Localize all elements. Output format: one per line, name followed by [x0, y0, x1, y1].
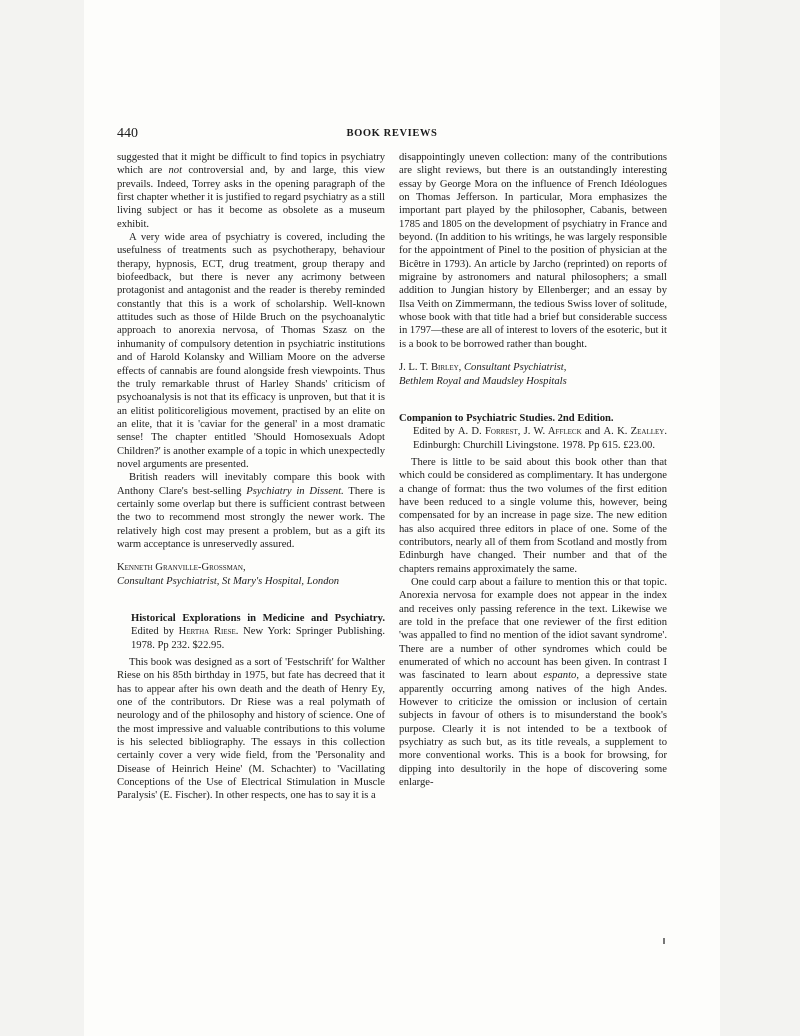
- reviewer-affiliation: Consultant Psychiatrist,: [463, 362, 567, 374]
- paragraph: One could carp about a failure to mention this or that topic. Anorexia nervosa for example does not appear in the index and receives only passing reference in the text. Likewise we are told in the preface that one reviewer of the first edition 'was appalled to find no mention of the idiot savant syndrome'. There are a number of other syndromes which could be enumerated of which no account has been given. In contrast I was fascinated to learn about espanto, a depressive state apparently occurring among natives of the high Andes. However to criticize the omission or inclusion of certain subjects in favour of others is to misunderstand the book's purpose. Clearly it is not intended to be a textbook of psychiatry as such but, as its title reveals, a supplement to more conventional works. This is a book for browsing, for dipping into desultorily in the hope of discovering some enlarge-: [399, 576, 667, 789]
- reviewer-name: Kenneth Granville-Grossman,: [117, 562, 246, 574]
- book-editor: Hertha Riese: [178, 626, 236, 638]
- review-heading: Historical Explorations in Medicine and Psychiatry. Edited by Hertha Riese. New York: Springer Publishing. 1978. Pp 232. $22.95.: [131, 613, 386, 651]
- review-heading: Companion to Psychiatric Studies. 2nd Edition. Edited by A. D. Forrest, J. W. Affleck and A. K. Zealley. Edinburgh: Churchill Livingstone. 1978. Pp 615. £23.00.: [399, 412, 668, 451]
- right-column: [399, 151, 667, 789]
- reviewer-affiliation: Bethlem Royal and Maudsley Hospitals: [399, 375, 567, 387]
- book-editor: J. W. Affleck: [523, 426, 582, 438]
- paragraph: suggested that it might be difficult to find topics in psychiatry which are not controversial and, by and large, this view prevails. Indeed, Torrey asks in the opening paragraph of the first chapter whether it is justified to regard psychiatry as a still living subject or has it become as obsolete as a museum exhibit.: [117, 152, 386, 230]
- page-number: 440: [117, 126, 138, 141]
- left-column: [117, 151, 385, 803]
- book-editor: A. D. Forrest: [457, 426, 518, 438]
- publication-details: . New York: Springer Publishing. 1978. Pp 232. $22.95.: [131, 626, 386, 651]
- paragraph: British readers will inevitably compare this book with Anthony Clare's best-selling Psychiatry in Dissent. There is certainly some overlap but there is sufficient contrast between the two to recommend most strongly the newer work. The relatively high cost may present a problem, but as a gift its warm acceptance is unreservedly assured.: [117, 472, 385, 550]
- book-title: Historical Explorations in Medicine and Psychiatry.: [131, 613, 385, 624]
- book-editor: A. K. Zealley: [603, 426, 665, 438]
- running-head: BOOK REVIEWS: [346, 128, 438, 139]
- paragraph: There is little to be said about this book other than that which could be considered as complimentary. It has undergone a change of format: thus the two volumes of the first edition have been reduced to a single volume this, however, being compensated for by an increase in page size. The new edition has also acquired three editors in place of one. Some of the contributors, nearly all of them from Scotland and mostly from Edinburgh have changed. Their number and that of the chapters remains approximately the same.: [399, 456, 667, 575]
- reviewer-signature: [117, 561, 385, 588]
- paragraph: This book was designed as a sort of 'Festschrift' for Walther Riese on his 85th birthday in 1975, but fate has decreed that it has to appear after his own death and the death of Henry Ey, one of the contributors. Dr Riese was a real polymath of neurology and of the philosophy and history of science. One of the most impressive and valuable contributions to this volume is his selected bibliography. The essays in this collection certainly cover a very wide field, from the 'Personality and Disease of Heinrich Heine' (M. Schachter) to 'Vacillating Conceptions of the Use of Electrical Stimulation in Muscle Paralysis' (E. Fischer). In other respects, one has to say it is a: [117, 657, 385, 802]
- paragraph: A very wide area of psychiatry is covered, including the usefulness of treatments such as psychotherapy, behaviour therapy, hypnosis, ECT, drug treatment, group therapy and biofeedback, but there is never any acrimony between protagonist and antagonist and the reader is thereby reminded constantly that this is a work of scholarship. Well-known attitudes such as those of Hilde Bruch on the psychoanalytic approach to anorexia nervosa, of Thomas Szasz on the inhumanity of compulsory detention in psychiatric institutions and of Harold Kolansky and William Moore on the adverse effects of cannabis are found alongside fresh viewpoints. Thus the truly remarkable thrust of Harley Shands' criticism of psychoanalysis is not that its efficacy is unproven, but that it is an elitist politicoreligious movement, practised by an elite on an elite, that it is 'caviar for the general' in a most dramatic sense! The chapter entitled 'Should Homosexuals Adopt Children?' is another example of a topic in which unexpectedly novel arguments are presented.: [117, 232, 385, 470]
- scan-mark: [663, 938, 665, 944]
- reviewer-affiliation: Consultant Psychiatrist, St Mary's Hospital, London: [117, 575, 340, 587]
- publication-details: . Edinburgh: Churchill Livingstone. 1978. Pp 615. £23.00.: [413, 426, 668, 451]
- page-header: [117, 126, 667, 146]
- reviewer-signature: [399, 361, 667, 388]
- reviewer-name: J. L. T. Birley,: [399, 362, 462, 374]
- paragraph: disappointingly uneven collection: many of the contributions are slight reviews, but there is an outstandingly interesting essay by George Mora on the influence of French Idéologues on Thomas Jefferson. In particular, Mora emphasizes the important part played by the philosopher, Cabanis, between 1785 and 1805 on the development of psychiatry in France and beyond. (In addition to his writings, he was largely responsible for the appointment of Pinel to the position of physician at the Bicêtre in 1793). An article by Jarcho (reprinted) on reports of migraine by astronomers and natural philosophers; a small addition to Jungian history by Ellenberger; and an essay by Ilsa Veith on Zimmermann, the tedious Swiss lover of solitude, whose book with that title had a brief but considerable success in 1797—these are all of interest to lovers of the esoteric, but it is a book to be borrowed rather than bought.: [399, 152, 668, 350]
- book-title: Companion to Psychiatric Studies. 2nd Edition.: [399, 412, 614, 424]
